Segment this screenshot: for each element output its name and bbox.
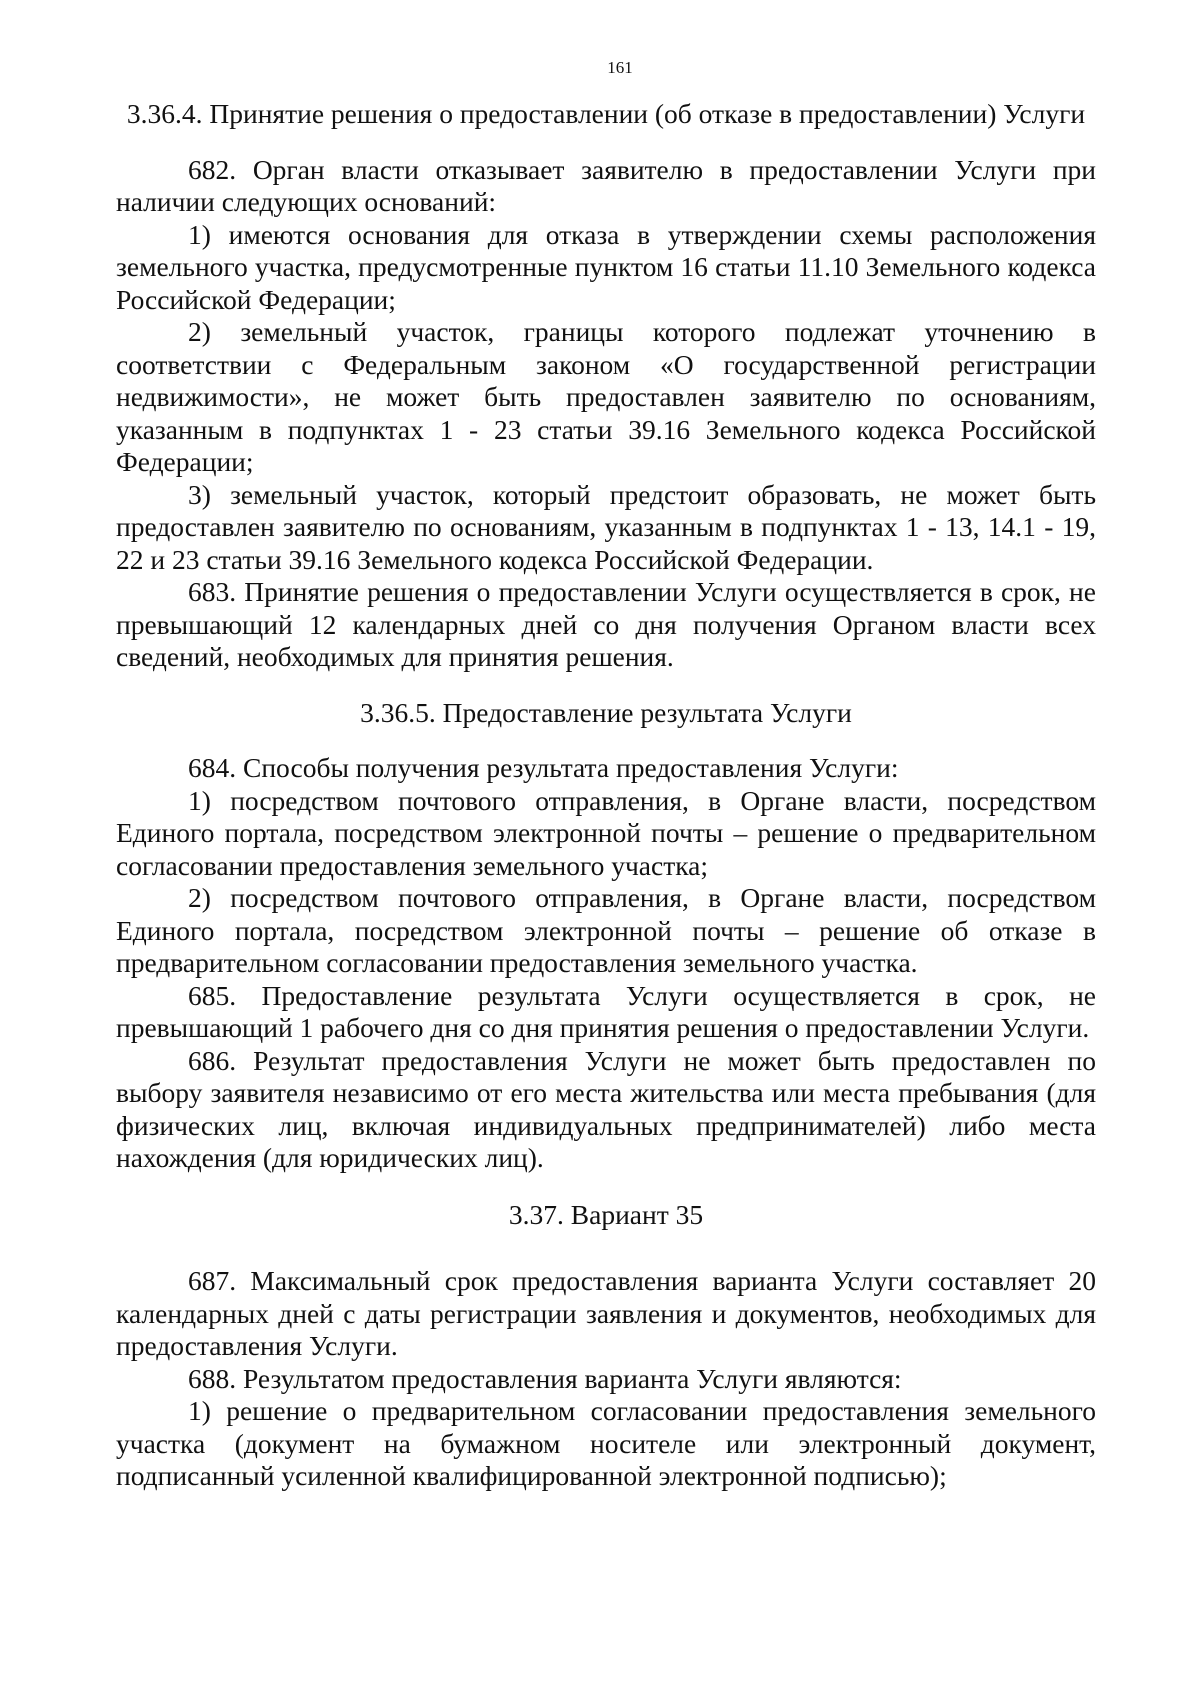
paragraph-684-item-2: 2) посредством почтового отправления, в Органе власти, посредством Единого портала, посредством электронной почты – решение об отказе в предварительном согласовании предоставления земельного участка. — [116, 882, 1096, 978]
section-block-2 — [116, 752, 1096, 1175]
paragraph-684-item-1: 1) посредством почтового отправления, в Органе власти, посредством Единого портала, посредством электронной почты – решение о предварительном согласовании предоставления земельного участка; — [116, 784, 1096, 881]
section-block-1 — [116, 154, 1096, 674]
paragraph-684: 684. Способы получения результата предоставления Услуги: — [188, 752, 899, 783]
paragraph-685: 685. Предоставление результата Услуги осуществляется в срок, не превышающий 1 рабочего дня со дня принятия решения о предоставлении Услуги. — [116, 979, 1096, 1043]
paragraph-682-item-2: 2) земельный участок, границы которого подлежат уточнению в соответствии с Федеральным законом «О государственной регистрации недвижимости», не может быть предоставлен заявителю по основаниям, указанным в подпунктах 1 - 23 статьи 39.16 Земельного кодекса Российской Федерации; — [116, 316, 1096, 477]
section-block-3 — [116, 1265, 1096, 1493]
section-heading-3-36-4: 3.36.4. Принятие решения о предоставлении (об отказе в предоставлении) Услуги — [126, 98, 1086, 129]
paragraph-688-item-1: 1) решение о предварительном согласовании предоставления земельного участка (документ на бумажном носителе или электронный документ, подписанный усиленной квалифицированной электронной подписью); — [116, 1395, 1096, 1491]
section-heading-3-37: 3.37. Вариант 35 — [508, 1198, 704, 1230]
paragraph-682: 682. Орган власти отказывает заявителю в предоставлении Услуги при наличии следующих оснований: — [116, 153, 1096, 217]
paragraph-682-item-1: 1) имеются основания для отказа в утверждении схемы расположения земельного участка, предусмотренные пунктом 16 статьи 11.10 Земельного кодекса Российской Федерации; — [116, 218, 1096, 315]
paragraph-682-item-3: 3) земельный участок, который предстоит образовать, не может быть предоставлен заявителю по основаниям, указанным в подпунктах 1 - 13, 14.1 - 19, 22 и 23 статьи 39.16 Земельного кодекса Российской Федерации. — [116, 478, 1096, 575]
paragraph-687: 687. Максимальный срок предоставления варианта Услуги составляет 20 календарных дней с даты регистрации заявления и документов, необходимых для предоставления Услуги. — [116, 1265, 1096, 1361]
paragraph-683: 683. Принятие решения о предоставлении Услуги осуществляется в срок, не превышающий 12 календарных дней со дня получения Органом власти всех сведений, необходимых для принятия решения. — [116, 576, 1096, 672]
paragraph-688: 688. Результатом предоставления варианта Услуги являются: — [188, 1362, 902, 1394]
document-page — [116, 58, 1096, 1493]
section-heading-3-36-5: 3.36.5. Предоставление результата Услуги — [360, 696, 852, 728]
page-number: 161 — [607, 58, 633, 77]
paragraph-686: 686. Результат предоставления Услуги не может быть предоставлен по выбору заявителя независимо от его места жительства или места пребывания (для физических лиц, включая индивидуальных предпринимателей) либо места нахождения (для юридических лиц). — [116, 1044, 1096, 1173]
